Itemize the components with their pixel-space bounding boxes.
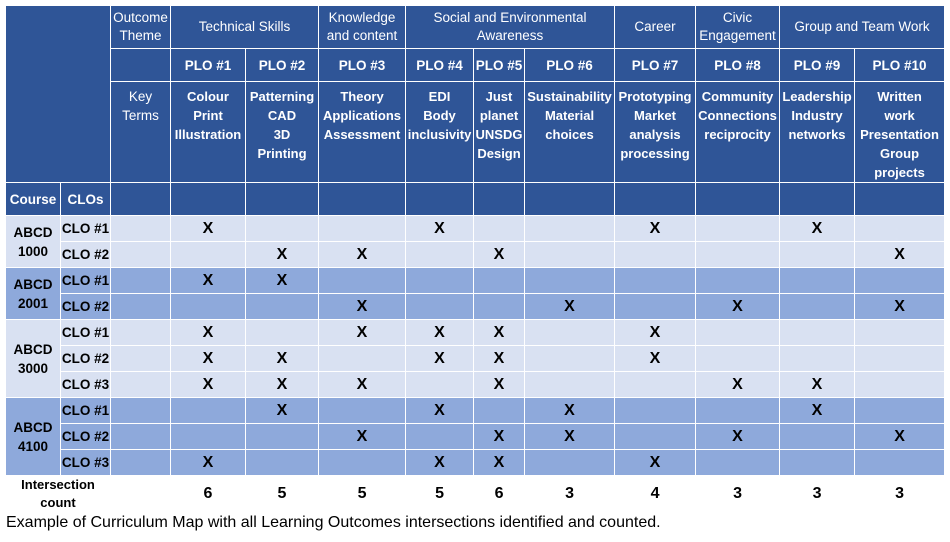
intersection-mark: X: [319, 294, 406, 320]
cell-line: EDI: [428, 89, 451, 104]
clo-label: CLO #2: [61, 294, 111, 320]
empty-cell: [855, 450, 945, 476]
cell-line: Colour: [187, 89, 229, 104]
empty-cell: [319, 450, 406, 476]
intersection-mark: X: [171, 268, 246, 294]
empty-cell: [780, 346, 855, 372]
empty-cell: [474, 183, 525, 216]
intersection-mark: X: [406, 320, 474, 346]
empty-cell: [525, 216, 615, 242]
intersection-count-value: 3: [525, 476, 615, 513]
empty-cell: [406, 183, 474, 216]
course-name: [6, 320, 61, 398]
intersection-mark: X: [525, 294, 615, 320]
cell-line: Applications: [323, 108, 402, 123]
cell-line: Presentation: [860, 127, 939, 142]
empty-cell: [171, 183, 246, 216]
key-terms-cell: [406, 82, 474, 183]
empty-cell: [615, 242, 696, 268]
cell-line: projects: [874, 165, 925, 180]
empty-cell: [696, 216, 780, 242]
key-terms-label: Key Terms: [111, 82, 171, 183]
intersection-mark: X: [246, 372, 319, 398]
key-terms-cell: [319, 82, 406, 183]
table-row: [6, 424, 945, 450]
plo-label: PLO #3: [319, 49, 406, 82]
intersection-mark: X: [855, 424, 945, 450]
intersection-mark: X: [474, 372, 525, 398]
cell-line: 3D: [273, 127, 291, 142]
plo-label: PLO #6: [525, 49, 615, 82]
intersection-mark: X: [171, 372, 246, 398]
table-row: [6, 242, 945, 268]
intersection-count-label: [6, 476, 111, 513]
empty-cell: [406, 372, 474, 398]
cell-line: Assessment: [323, 127, 401, 142]
intersection-mark: X: [780, 216, 855, 242]
cell-line: Design: [477, 146, 521, 161]
key-terms-cell: [615, 82, 696, 183]
empty-cell: [615, 268, 696, 294]
plo-label: PLO #1: [171, 49, 246, 82]
curriculum-map-table: [5, 5, 945, 513]
empty-cell: [171, 398, 246, 424]
intersection-mark: X: [615, 346, 696, 372]
plo-label: PLO #7: [615, 49, 696, 82]
empty-cell: [615, 294, 696, 320]
intersection-mark: X: [171, 450, 246, 476]
intersection-mark: X: [171, 216, 246, 242]
intersection-mark: X: [246, 268, 319, 294]
plo-label: PLO #10: [855, 49, 945, 82]
cell-line: Intersection: [21, 477, 95, 492]
empty-cell: [780, 424, 855, 450]
intersection-mark: X: [525, 398, 615, 424]
empty-cell: [525, 320, 615, 346]
empty-cell: [111, 398, 171, 424]
empty-cell: [696, 450, 780, 476]
intersection-count-value: 6: [474, 476, 525, 513]
cell-line: choices: [545, 127, 594, 142]
clos-header: CLOs: [61, 183, 111, 216]
cell-line: Print: [193, 108, 223, 123]
cell-line: analysis: [629, 127, 681, 142]
figure-caption: Example of Curriculum Map with all Learning Outcomes intersections identified and counted.: [6, 514, 661, 531]
intersection-count-value: 5: [246, 476, 319, 513]
theme-cell: Knowledge and content: [319, 6, 406, 49]
intersection-mark: X: [246, 242, 319, 268]
theme-cell: Civic Engagement: [696, 6, 780, 49]
key-terms-cell: [474, 82, 525, 183]
empty-cell: [111, 49, 171, 82]
intersection-count-row: [6, 476, 945, 513]
empty-cell: [246, 294, 319, 320]
clo-label: CLO #3: [61, 450, 111, 476]
cell-line: 3000: [17, 360, 49, 376]
empty-cell: [780, 320, 855, 346]
cell-line: Material: [544, 108, 595, 123]
empty-cell: [406, 424, 474, 450]
plo-label: PLO #8: [696, 49, 780, 82]
cell-line: Theory: [340, 89, 384, 104]
empty-cell: [319, 398, 406, 424]
empty-cell: [474, 294, 525, 320]
empty-cell: [855, 320, 945, 346]
empty-cell: [111, 242, 171, 268]
empty-cell: [615, 372, 696, 398]
empty-cell: [474, 398, 525, 424]
course-name: [6, 398, 61, 476]
empty-cell: [696, 183, 780, 216]
theme-row: [6, 6, 945, 49]
cell-line: CAD: [267, 108, 297, 123]
cell-line: Just: [485, 89, 513, 104]
empty-cell: [855, 398, 945, 424]
intersection-count-value: 5: [406, 476, 474, 513]
key-terms-cell: [855, 82, 945, 183]
empty-cell: [525, 346, 615, 372]
empty-cell: [780, 268, 855, 294]
intersection-count-value: 5: [319, 476, 406, 513]
cell-line: processing: [620, 146, 690, 161]
intersection-mark: X: [406, 346, 474, 372]
theme-cell: Career: [615, 6, 696, 49]
intersection-mark: X: [474, 450, 525, 476]
intersection-mark: X: [319, 242, 406, 268]
empty-cell: [615, 424, 696, 450]
empty-cell: [525, 372, 615, 398]
intersection-count-value: 3: [780, 476, 855, 513]
empty-cell: [246, 320, 319, 346]
empty-cell: [474, 268, 525, 294]
theme-cell: Social and Environmental Awareness: [406, 6, 615, 49]
empty-cell: [111, 424, 171, 450]
empty-cell: [246, 216, 319, 242]
intersection-mark: X: [474, 346, 525, 372]
plo-label: PLO #5: [474, 49, 525, 82]
empty-cell: [111, 268, 171, 294]
empty-cell: [406, 294, 474, 320]
intersection-mark: X: [406, 216, 474, 242]
intersection-mark: X: [246, 346, 319, 372]
intersection-mark: X: [474, 320, 525, 346]
empty-cell: [696, 398, 780, 424]
empty-cell: [111, 294, 171, 320]
cell-line: Connections: [698, 108, 777, 123]
intersection-mark: X: [780, 398, 855, 424]
cell-line: ABCD: [13, 419, 53, 435]
theme-cell: Technical Skills: [171, 6, 319, 49]
empty-cell: [111, 346, 171, 372]
clo-label: CLO #1: [61, 320, 111, 346]
empty-cell: [525, 450, 615, 476]
cell-line: 4100: [17, 438, 49, 454]
empty-cell: [319, 183, 406, 216]
table-row: [6, 398, 945, 424]
cell-line: count: [40, 495, 76, 510]
cell-line: Written: [877, 89, 922, 104]
cell-line: Body: [423, 108, 456, 123]
intersection-mark: X: [171, 320, 246, 346]
theme-cell: Group and Team Work: [780, 6, 945, 49]
empty-cell: [111, 476, 171, 513]
cell-line: Sustainability: [527, 89, 612, 104]
key-terms-cell: [246, 82, 319, 183]
empty-cell: [111, 183, 171, 216]
intersection-mark: X: [246, 398, 319, 424]
intersection-count-value: 3: [696, 476, 780, 513]
empty-cell: [615, 183, 696, 216]
empty-cell: [246, 183, 319, 216]
empty-cell: [474, 216, 525, 242]
cell-line: Patterning: [249, 89, 315, 104]
empty-cell: [171, 294, 246, 320]
empty-cell: [525, 183, 615, 216]
key-terms-row: [6, 82, 945, 183]
intersection-mark: X: [474, 242, 525, 268]
clo-label: CLO #1: [61, 398, 111, 424]
table-row: [6, 294, 945, 320]
empty-cell: [246, 450, 319, 476]
intersection-count-value: 4: [615, 476, 696, 513]
intersection-mark: X: [474, 424, 525, 450]
cell-line: Market: [634, 108, 676, 123]
intersection-count-value: 6: [171, 476, 246, 513]
intersection-mark: X: [525, 424, 615, 450]
intersection-mark: X: [406, 398, 474, 424]
table-row: [6, 216, 945, 242]
intersection-mark: X: [696, 372, 780, 398]
empty-cell: [780, 294, 855, 320]
cell-line: reciprocity: [704, 127, 771, 142]
intersection-mark: X: [615, 216, 696, 242]
clo-label: CLO #2: [61, 242, 111, 268]
empty-cell: [171, 424, 246, 450]
cell-line: Industry: [791, 108, 843, 123]
empty-cell: [406, 242, 474, 268]
key-terms-cell: [696, 82, 780, 183]
table-row: [6, 372, 945, 398]
plo-label: PLO #2: [246, 49, 319, 82]
intersection-mark: X: [696, 294, 780, 320]
plo-row: [6, 49, 945, 82]
intersection-mark: X: [319, 424, 406, 450]
cell-line: networks: [788, 127, 846, 142]
intersection-mark: X: [855, 294, 945, 320]
empty-cell: [525, 268, 615, 294]
course-name: [6, 216, 61, 268]
clo-label: CLO #1: [61, 268, 111, 294]
empty-cell: [171, 242, 246, 268]
table-row: [6, 320, 945, 346]
key-terms-cell: [780, 82, 855, 183]
empty-cell: [319, 216, 406, 242]
empty-cell: [696, 346, 780, 372]
empty-cell: [615, 398, 696, 424]
intersection-mark: X: [615, 450, 696, 476]
empty-cell: [406, 268, 474, 294]
empty-cell: [780, 183, 855, 216]
cell-line: work: [884, 108, 915, 123]
intersection-mark: X: [319, 372, 406, 398]
course-header: Course: [6, 183, 61, 216]
empty-cell: [855, 346, 945, 372]
empty-cell: [319, 268, 406, 294]
empty-cell: [780, 450, 855, 476]
cell-line: Leadership: [782, 89, 852, 104]
intersection-mark: X: [696, 424, 780, 450]
cell-line: Prototyping: [618, 89, 692, 104]
empty-cell: [855, 216, 945, 242]
table-row: [6, 450, 945, 476]
empty-cell: [246, 424, 319, 450]
key-terms-cell: [171, 82, 246, 183]
cell-line: 2001: [17, 295, 49, 311]
cell-line: 1000: [17, 243, 49, 259]
cell-line: Community: [701, 89, 774, 104]
empty-cell: [111, 450, 171, 476]
cell-line: ABCD: [13, 341, 53, 357]
cell-line: Group: [880, 146, 920, 161]
empty-cell: [855, 183, 945, 216]
empty-cell: [696, 268, 780, 294]
clo-label: CLO #2: [61, 424, 111, 450]
empty-cell: [525, 242, 615, 268]
theme-cell: Outcome Theme: [111, 6, 171, 49]
intersection-mark: X: [615, 320, 696, 346]
empty-cell: [696, 320, 780, 346]
intersection-mark: X: [780, 372, 855, 398]
cell-line: ABCD: [13, 224, 53, 240]
empty-cell: [855, 268, 945, 294]
table-row: [6, 346, 945, 372]
empty-cell: [111, 372, 171, 398]
course-name: [6, 268, 61, 320]
corner-cell: [6, 6, 111, 183]
intersection-mark: X: [319, 320, 406, 346]
cell-line: inclusivity: [407, 127, 472, 142]
intersection-mark: X: [171, 346, 246, 372]
cell-line: Printing: [257, 146, 307, 161]
empty-cell: [111, 216, 171, 242]
column-header-row: [6, 183, 945, 216]
cell-line: Illustration: [174, 127, 242, 142]
empty-cell: [319, 346, 406, 372]
clo-label: CLO #2: [61, 346, 111, 372]
intersection-count-value: 3: [855, 476, 945, 513]
empty-cell: [696, 242, 780, 268]
cell-line: ABCD: [13, 276, 53, 292]
table-row: [6, 268, 945, 294]
empty-cell: [855, 372, 945, 398]
cell-line: UNSDG: [475, 127, 523, 142]
empty-cell: [111, 320, 171, 346]
key-terms-cell: [525, 82, 615, 183]
clo-label: CLO #3: [61, 372, 111, 398]
intersection-mark: X: [855, 242, 945, 268]
cell-line: planet: [479, 108, 519, 123]
intersection-mark: X: [406, 450, 474, 476]
plo-label: PLO #9: [780, 49, 855, 82]
clo-label: CLO #1: [61, 216, 111, 242]
plo-label: PLO #4: [406, 49, 474, 82]
empty-cell: [780, 242, 855, 268]
